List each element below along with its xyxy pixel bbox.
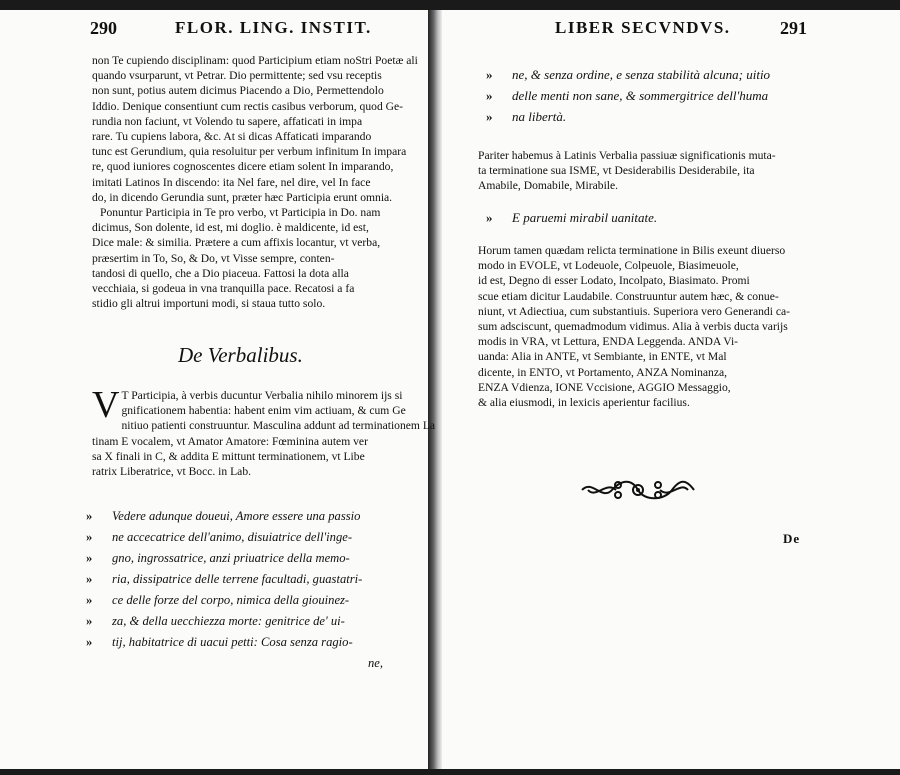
book-gutter (428, 10, 442, 769)
text-line: niunt, vt Adiectiua, cum substantiuis. Superiora vero Generandi ca- (478, 304, 790, 318)
scan-edge-top (0, 0, 900, 10)
quote-mark: » (86, 572, 93, 586)
text-line: Dice male: & similia. Prætere a cum affixis locantur, vt verba, (92, 236, 381, 250)
quote-line: » tij, habitatrice di uacui petti: Cosa senza ragio- (86, 632, 383, 653)
right-running-head: LIBER SECVNDVS. (555, 18, 731, 37)
text-line: sum adsciscunt, quemadmodum vidimus. Alia à verbis ducta varijs (478, 320, 788, 334)
quote-mark: » (86, 509, 93, 523)
text-line: re, quod iuniores cognoscentes dicere etiam solent In imparando, (92, 160, 394, 174)
quote-mark: » (86, 551, 93, 565)
left-quotation (86, 506, 383, 674)
quote-mark: » (486, 67, 493, 82)
quote-line: » ne accecatrice dell'animo, disuiatrice dell'inge- (86, 527, 383, 548)
text-line: ENZA Vdienza, IONE Vccisione, AGGIO Messaggio, (478, 380, 731, 394)
text-line: id est, Degno di esser Lodato, Incolpato, Biasimato. Promi (478, 274, 750, 288)
left-paragraph-2 (92, 205, 422, 311)
quote-mark: » (486, 210, 493, 225)
text-line: ratrix Liberatrice, vt Bocc. in Lab. (92, 465, 252, 479)
quote-mark: » (86, 593, 93, 607)
text-line: do, in dicendo Gerundia sunt, præter hæc Participia erunt omnia. (92, 190, 393, 204)
quote-line: » ce delle forze del corpo, nimica della giouinez- (86, 590, 383, 611)
left-paragraph-1 (92, 53, 422, 205)
text-line: non Te cupiendo disciplinam: quod Participium etiam noStri Poetæ ali (92, 54, 418, 67)
text-line: rare. Tu cupiens labora, &c. At si dicas Affaticati imparando (92, 130, 372, 144)
text-line: scue etiam dicitur Laudabile. Construuntur autem hæc, & conue- (478, 289, 779, 303)
text-line: tandosi di quello, che a Dio piaceua. Fattosi la dota alla (92, 266, 349, 280)
drop-cap: V (92, 384, 120, 426)
right-quotation-2 (486, 207, 657, 228)
quote-line: » Vedere adunque doueui, Amore essere una passio (86, 506, 383, 527)
text-line: Amabile, Domabile, Mirabile. (478, 179, 619, 193)
text-line: sa X finali in C, & addita E mittunt terminationem, vt Libe (92, 449, 365, 463)
quote-line: » gno, ingrossatrice, anzi priuatrice della memo- (86, 548, 383, 569)
text-line: Iddio. Denique consentiunt cum rectis casibus verborum, quod Ge- (92, 99, 404, 113)
right-page-number: 291 (780, 18, 807, 38)
text-line: tinam E vocalem, vt Amator Amatore: Fœminina autem ver (92, 434, 368, 448)
right-paragraph-1 (478, 148, 822, 194)
text-line: rundia non faciunt, vt Volendo tu sapere, affaticati in impa (92, 114, 363, 128)
text-line: ta terminatione sua ISME, vt Desiderabilis Desiderabile, ita (478, 164, 755, 178)
left-running-head: FLOR. LING. INSTIT. (175, 18, 372, 37)
catchword: De (783, 531, 801, 546)
quote-mark: » (86, 614, 93, 628)
ornament-icon (578, 475, 698, 505)
quote-mark: » (486, 109, 493, 124)
quote-line: » na libertà. (486, 106, 770, 127)
text-line: vecchiaia, si godeua in vna tranquilla pace. Recatosi a fa (92, 282, 355, 296)
text-line: dicente, in ENTO, vt Portamento, ANZA Nominanza, (478, 365, 728, 379)
scan-edge-bottom (0, 769, 900, 775)
text-line: quando vsurparunt, vt Petrar. Dio permittente; sed vsu receptis (92, 69, 382, 83)
quote-mark: » (86, 635, 93, 649)
text-line: modis in VRA, vt Lettura, ENDA Leggenda. ANDA Vi- (478, 335, 739, 349)
quote-line: » delle menti non sane, & sommergitrice dell'huma (486, 85, 770, 106)
right-paragraph-2 (478, 243, 822, 410)
text-line: Ponuntur Participia in Te pro verbo, vt Participia in Do. nam (100, 206, 381, 219)
text-line: non sunt, potius autem dicimus Piacendo a Dio, Permettendolo (92, 84, 384, 98)
text-line: dicimus, Son dolente, id est, mi doglio. è maldicente, id est, (92, 221, 369, 235)
text-line: Pariter habemus à Latinis Verbalia passiuæ significationis muta- (478, 149, 776, 162)
quote-line: » ria, dissipatrice delle terrene facultadi, guastatri- (86, 569, 383, 590)
quote-line: » za, & della uecchiezza morte: genitrice de' ui- (86, 611, 383, 632)
text-line: Horum tamen quædam relicta terminatione in Bilis exeunt diuerso (478, 244, 786, 257)
quote-mark: » (486, 88, 493, 103)
text-line: præsertim in To, So, & Do, vt Visse sempre, conten- (92, 251, 335, 265)
text-line: & alia eiusmodi, in lexicis aperientur facilius. (478, 396, 690, 410)
text-line: tunc est Gerundium, quia resoluitur per verbum infinitum In impara (92, 145, 407, 159)
text-line: T Participia, à verbis ducuntur Verbalia nihilo minorem ijs si (121, 389, 403, 402)
text-line: imitati Latinos In discendo: ita Nel fare, nel dire, vel In face (92, 175, 371, 189)
text-line: nitiuo patienti construuntur. Masculina addunt ad terminationem La (121, 419, 436, 433)
text-line: modo in EVOLE, vt Lodeuole, Colpeuole, Biasimeuole, (478, 259, 739, 273)
text-line: gnificationem habentia: habent enim vim actiuam, & cum Ge (121, 404, 406, 418)
text-line: stidio gli altrui importuni modi, si staua tutto solo. (92, 297, 326, 311)
quote-mark: » (86, 530, 93, 544)
quote-line-end: ne, (368, 656, 384, 670)
section-heading: De Verbalibus. (178, 343, 303, 367)
right-quotation-1 (486, 64, 770, 127)
text-line: uanda: Alia in ANTE, vt Sembiante, in ENTE, vt Mal (478, 350, 727, 364)
quote-line: » ne, & senza ordine, e senza stabilità alcuna; uitio (486, 64, 770, 85)
left-page-number: 290 (90, 18, 117, 38)
quote-line: » E paruemi mirabil uanitate. (486, 207, 657, 228)
left-paragraph-3 (92, 384, 436, 479)
